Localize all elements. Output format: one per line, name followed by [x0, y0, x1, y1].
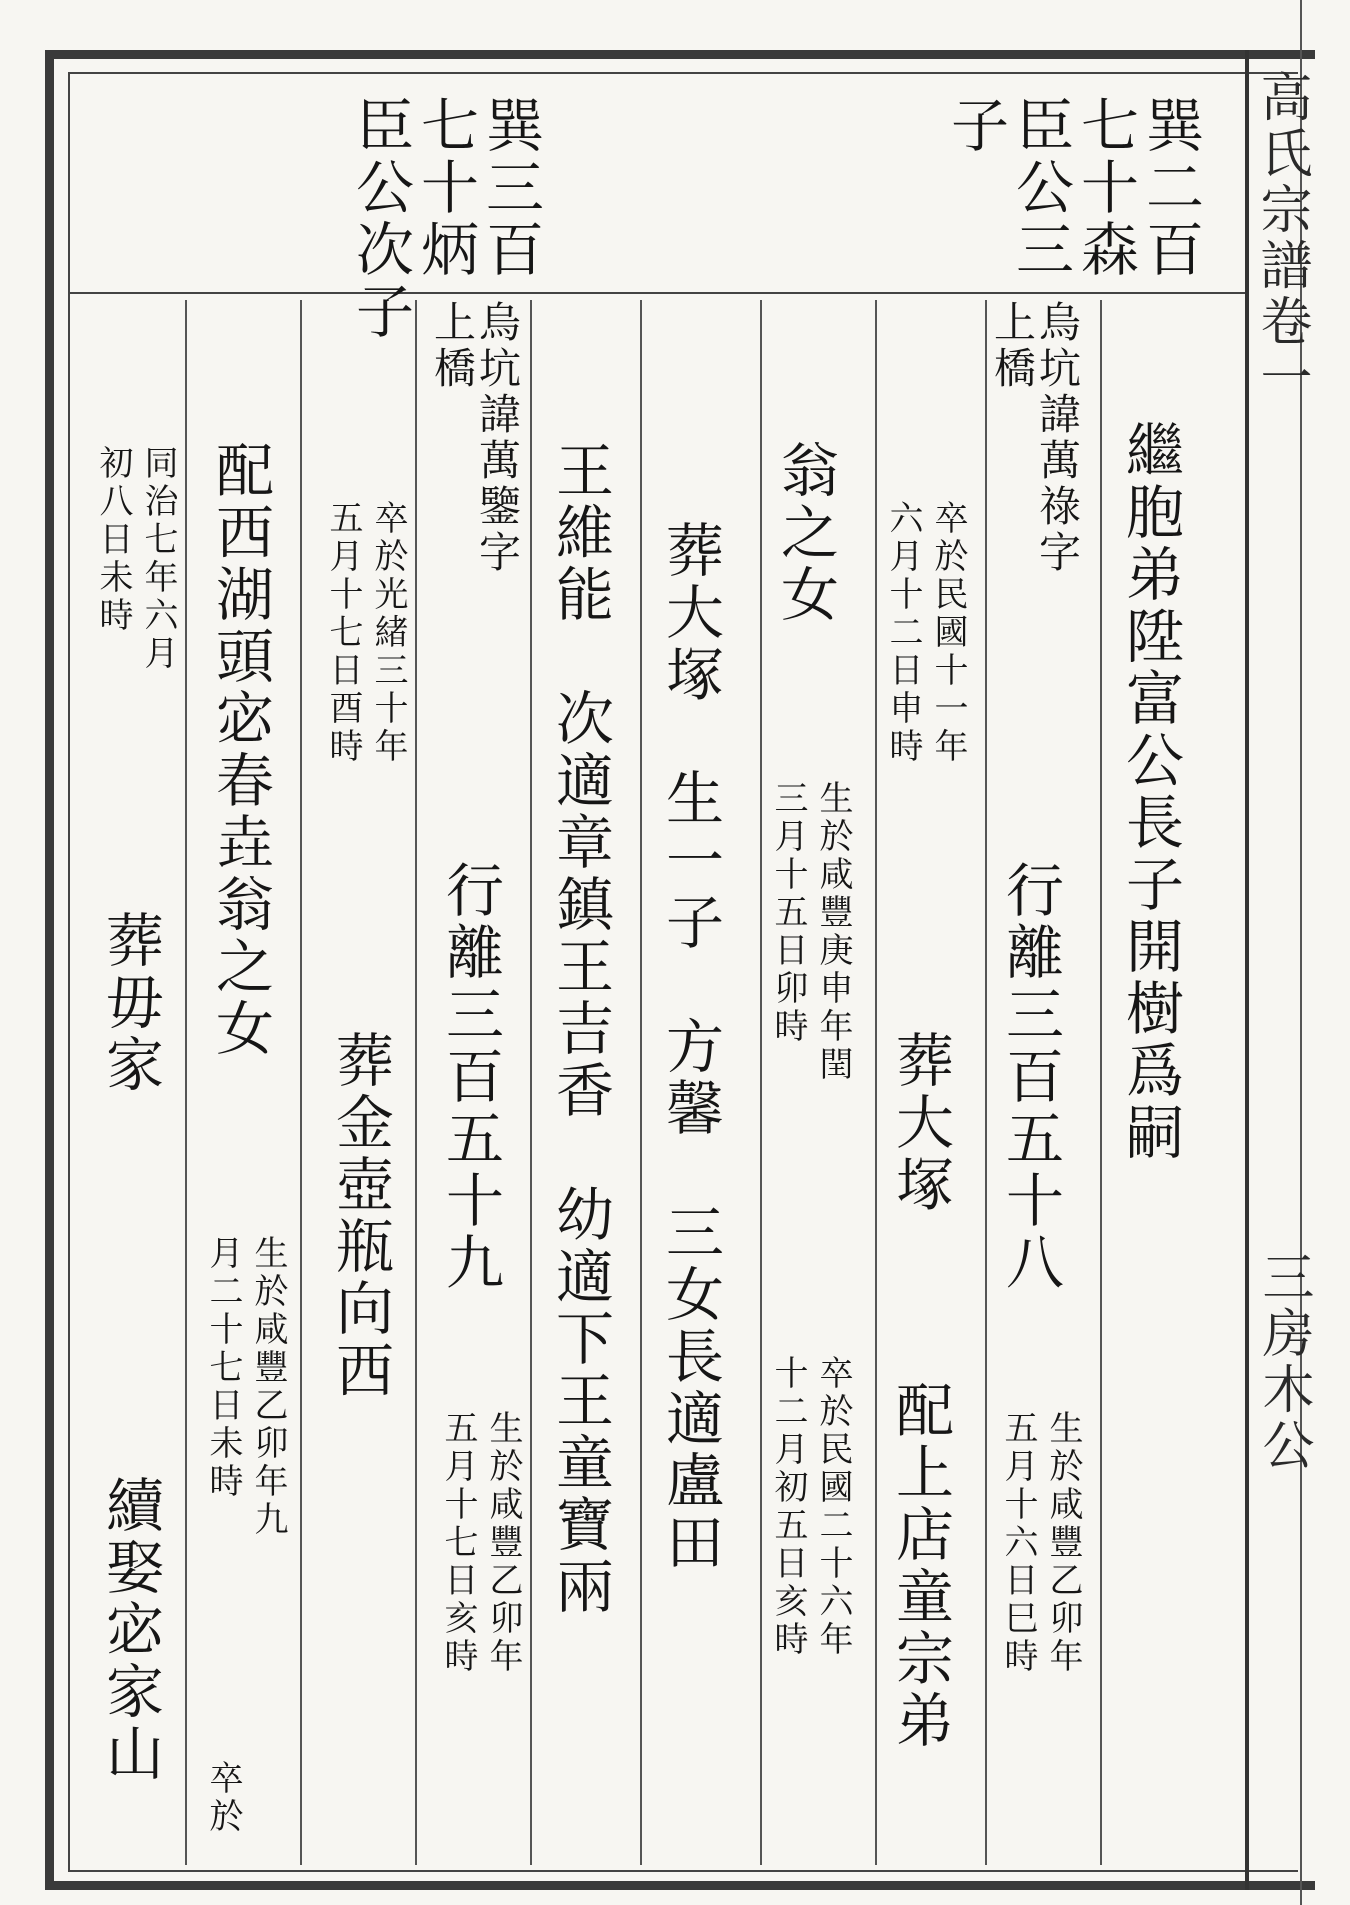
entry-column: 上橋 — [988, 300, 1037, 392]
book-title: 高氏宗譜卷一 — [1251, 70, 1311, 406]
column-rule — [985, 300, 987, 1865]
top-entry-line: 巽二百 — [1136, 95, 1204, 281]
entry-column: 生於咸豐乙卯年九 — [248, 1235, 288, 1539]
entry-column: 葬毋家 — [96, 910, 164, 1096]
entry-column: 十二月初五日亥時 — [768, 1355, 808, 1659]
top-entry-line: 七十炳 — [411, 95, 479, 281]
entry-column: 卒於光緒三十年 — [368, 500, 408, 766]
top-entry-line: 巽三百 — [476, 95, 544, 281]
entry-column: 葬大塚 — [886, 1030, 954, 1216]
entry-column: 初八日未時 — [93, 445, 133, 635]
entry-column: 繼胞弟陞富公長子開樹爲嗣 — [1116, 420, 1184, 1164]
entry-column: 行離三百五十九 — [436, 860, 504, 1294]
column-rule — [300, 300, 302, 1865]
column-rule — [415, 300, 417, 1865]
column-rule — [875, 300, 877, 1865]
entry-column: 卒於民國二十六年 — [813, 1355, 853, 1659]
entry-column: 王維能 次適章鎮王吉香 幼適下王童寶兩 — [546, 440, 614, 1618]
entry-column: 葬金壺瓶向西 — [326, 1030, 394, 1402]
entry-column: 生於咸豐乙卯年 — [1043, 1410, 1083, 1676]
entry-column: 生於咸豐乙卯年 — [483, 1410, 523, 1676]
entry-column: 葬大塚 生一子 方馨 三女長適盧田 — [656, 520, 724, 1574]
top-entry-line: 子 — [941, 95, 1009, 157]
branch-folio: 三房木公 — [1253, 1250, 1313, 1474]
column-rule — [530, 300, 532, 1865]
entry-column: 續娶宓家山 — [96, 1475, 164, 1785]
entry-column: 同治七年六月 — [138, 445, 178, 673]
entry-column: 生於咸豐庚申年閏 — [813, 780, 853, 1084]
entry-column: 行離三百五十八 — [996, 860, 1064, 1294]
top-entry-line: 七十森 — [1071, 95, 1139, 281]
entry-column: 卒於 — [203, 1760, 243, 1836]
entry-column: 烏坑諱萬鑒字 — [473, 300, 522, 576]
center-fold-line — [1245, 50, 1249, 1890]
column-rule — [1100, 300, 1102, 1865]
top-entry-line: 臣公三 — [1006, 95, 1074, 281]
top-entry-line: 臣公次子 — [346, 95, 414, 343]
register-divider — [70, 292, 1245, 294]
column-rule — [760, 300, 762, 1865]
entry-column: 配西湖頭宓春垚翁之女 — [206, 440, 274, 1060]
entry-column: 上橋 — [428, 300, 477, 392]
entry-column: 配上店童宗弟 — [886, 1380, 954, 1752]
entry-column: 三月十五日卯時 — [768, 780, 808, 1046]
entry-column: 烏坑諱萬祿字 — [1033, 300, 1082, 576]
entry-column: 六月十二日申時 — [883, 500, 923, 766]
entry-column: 翁之女 — [771, 440, 839, 626]
entry-column: 五月十七日酉時 — [323, 500, 363, 766]
entry-column: 月二十七日未時 — [203, 1235, 243, 1501]
entry-column: 五月十六日巳時 — [998, 1410, 1038, 1676]
column-rule — [185, 300, 187, 1865]
entry-column: 五月十七日亥時 — [438, 1410, 478, 1676]
entry-column: 卒於民國十一年 — [928, 500, 968, 766]
column-rule — [640, 300, 642, 1865]
